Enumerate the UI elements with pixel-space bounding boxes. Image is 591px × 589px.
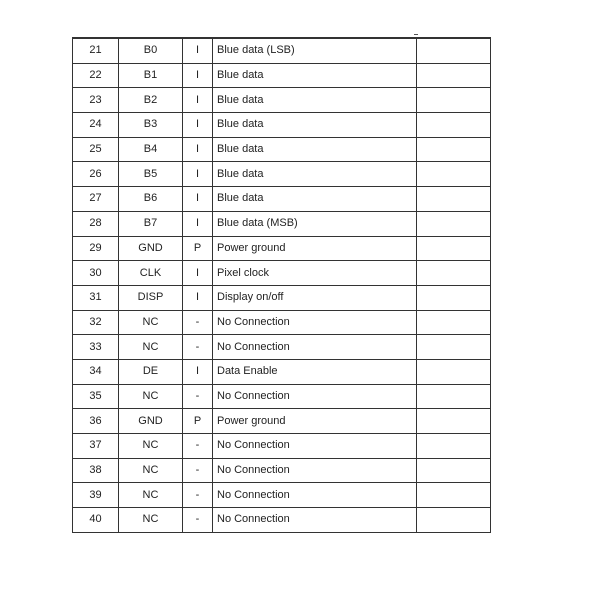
pin-description-cell: No Connection	[213, 483, 417, 508]
pin-io-cell: I	[183, 113, 213, 138]
pin-number-cell: 29	[73, 236, 119, 261]
table-row	[73, 88, 491, 113]
pin-symbol-cell: GND	[119, 409, 183, 434]
pin-remark-cell	[417, 137, 491, 162]
pin-remark-cell	[417, 483, 491, 508]
pin-description-cell: Blue data	[213, 88, 417, 113]
pin-description-cell: No Connection	[213, 458, 417, 483]
pin-io-cell: -	[183, 384, 213, 409]
pin-io-cell: I	[183, 88, 213, 113]
pin-symbol-cell: B2	[119, 88, 183, 113]
pin-remark-cell	[417, 458, 491, 483]
pin-symbol-cell: NC	[119, 434, 183, 459]
pin-remark-cell	[417, 359, 491, 384]
pin-symbol-cell: B6	[119, 187, 183, 212]
pin-description-cell: Blue data (MSB)	[213, 211, 417, 236]
pin-remark-cell	[417, 63, 491, 88]
pin-remark-cell	[417, 310, 491, 335]
pin-description-cell: No Connection	[213, 384, 417, 409]
pin-io-cell: I	[183, 187, 213, 212]
pin-remark-cell	[417, 88, 491, 113]
pin-number-cell: 40	[73, 508, 119, 533]
pin-io-cell: -	[183, 508, 213, 533]
pin-symbol-cell: NC	[119, 384, 183, 409]
pin-description-cell: Blue data	[213, 187, 417, 212]
pin-symbol-cell: NC	[119, 458, 183, 483]
pin-symbol-cell: NC	[119, 508, 183, 533]
pin-io-cell: I	[183, 137, 213, 162]
pin-symbol-cell: DE	[119, 359, 183, 384]
pin-io-cell: I	[183, 285, 213, 310]
pin-symbol-cell: CLK	[119, 261, 183, 286]
table-row	[73, 187, 491, 212]
pin-number-cell: 31	[73, 285, 119, 310]
pin-description-cell: No Connection	[213, 335, 417, 360]
pin-remark-cell	[417, 261, 491, 286]
pin-description-cell: No Connection	[213, 508, 417, 533]
pin-description-cell: Power ground	[213, 409, 417, 434]
table-row	[73, 458, 491, 483]
pin-number-cell: 21	[73, 38, 119, 63]
pin-remark-cell	[417, 434, 491, 459]
pin-description-cell: Blue data	[213, 162, 417, 187]
pin-description-cell: No Connection	[213, 434, 417, 459]
pin-number-cell: 38	[73, 458, 119, 483]
pin-symbol-cell: NC	[119, 483, 183, 508]
pin-io-cell: I	[183, 63, 213, 88]
pin-number-cell: 32	[73, 310, 119, 335]
pin-number-cell: 28	[73, 211, 119, 236]
pin-remark-cell	[417, 285, 491, 310]
pin-table-body	[73, 38, 491, 532]
table-row	[73, 261, 491, 286]
pin-number-cell: 24	[73, 113, 119, 138]
table-row	[73, 113, 491, 138]
table-row	[73, 508, 491, 533]
pin-io-cell: I	[183, 38, 213, 63]
pin-number-cell: 25	[73, 137, 119, 162]
pin-io-cell: -	[183, 310, 213, 335]
table-row	[73, 211, 491, 236]
pin-number-cell: 26	[73, 162, 119, 187]
pin-symbol-cell: B4	[119, 137, 183, 162]
pin-number-cell: 37	[73, 434, 119, 459]
table-row	[73, 335, 491, 360]
pin-description-cell: Blue data	[213, 137, 417, 162]
pin-description-cell: Pixel clock	[213, 261, 417, 286]
table-row	[73, 434, 491, 459]
pin-io-cell: P	[183, 409, 213, 434]
pin-io-cell: I	[183, 261, 213, 286]
pin-number-cell: 22	[73, 63, 119, 88]
pin-io-cell: I	[183, 211, 213, 236]
table-row	[73, 359, 491, 384]
pin-number-cell: 23	[73, 88, 119, 113]
pin-remark-cell	[417, 236, 491, 261]
pin-io-cell: P	[183, 236, 213, 261]
pin-symbol-cell: GND	[119, 236, 183, 261]
pin-symbol-cell: DISP	[119, 285, 183, 310]
pin-number-cell: 39	[73, 483, 119, 508]
table-row	[73, 236, 491, 261]
pin-number-cell: 30	[73, 261, 119, 286]
pin-io-cell: -	[183, 434, 213, 459]
pin-symbol-cell: NC	[119, 335, 183, 360]
pin-io-cell: -	[183, 483, 213, 508]
pin-symbol-cell: B3	[119, 113, 183, 138]
pin-symbol-cell: B0	[119, 38, 183, 63]
pin-number-cell: 33	[73, 335, 119, 360]
table-row	[73, 285, 491, 310]
table-row	[73, 162, 491, 187]
pin-remark-cell	[417, 384, 491, 409]
pin-io-cell: -	[183, 458, 213, 483]
pin-description-cell: Power ground	[213, 236, 417, 261]
pin-remark-cell	[417, 211, 491, 236]
pin-description-cell: Blue data	[213, 63, 417, 88]
pin-number-cell: 35	[73, 384, 119, 409]
pin-symbol-cell: B5	[119, 162, 183, 187]
pin-assignment-table	[72, 37, 491, 533]
pin-description-cell: Blue data (LSB)	[213, 38, 417, 63]
pin-remark-cell	[417, 409, 491, 434]
table-row	[73, 137, 491, 162]
pin-io-cell: I	[183, 359, 213, 384]
pin-description-cell: Display on/off	[213, 285, 417, 310]
table-row	[73, 483, 491, 508]
pin-symbol-cell: B7	[119, 211, 183, 236]
pin-io-cell: -	[183, 335, 213, 360]
pin-description-cell: Blue data	[213, 113, 417, 138]
table-row	[73, 38, 491, 63]
table-row	[73, 409, 491, 434]
table-row	[73, 63, 491, 88]
pin-number-cell: 34	[73, 359, 119, 384]
pin-remark-cell	[417, 335, 491, 360]
pin-symbol-cell: NC	[119, 310, 183, 335]
pin-symbol-cell: B1	[119, 63, 183, 88]
pin-number-cell: 27	[73, 187, 119, 212]
pin-description-cell: No Connection	[213, 310, 417, 335]
table-row	[73, 384, 491, 409]
pin-remark-cell	[417, 113, 491, 138]
pin-io-cell: I	[183, 162, 213, 187]
pin-remark-cell	[417, 162, 491, 187]
pin-number-cell: 36	[73, 409, 119, 434]
stray-mark	[414, 34, 418, 35]
table-row	[73, 310, 491, 335]
pin-description-cell: Data Enable	[213, 359, 417, 384]
pin-remark-cell	[417, 187, 491, 212]
pin-remark-cell	[417, 508, 491, 533]
pin-remark-cell	[417, 38, 491, 63]
